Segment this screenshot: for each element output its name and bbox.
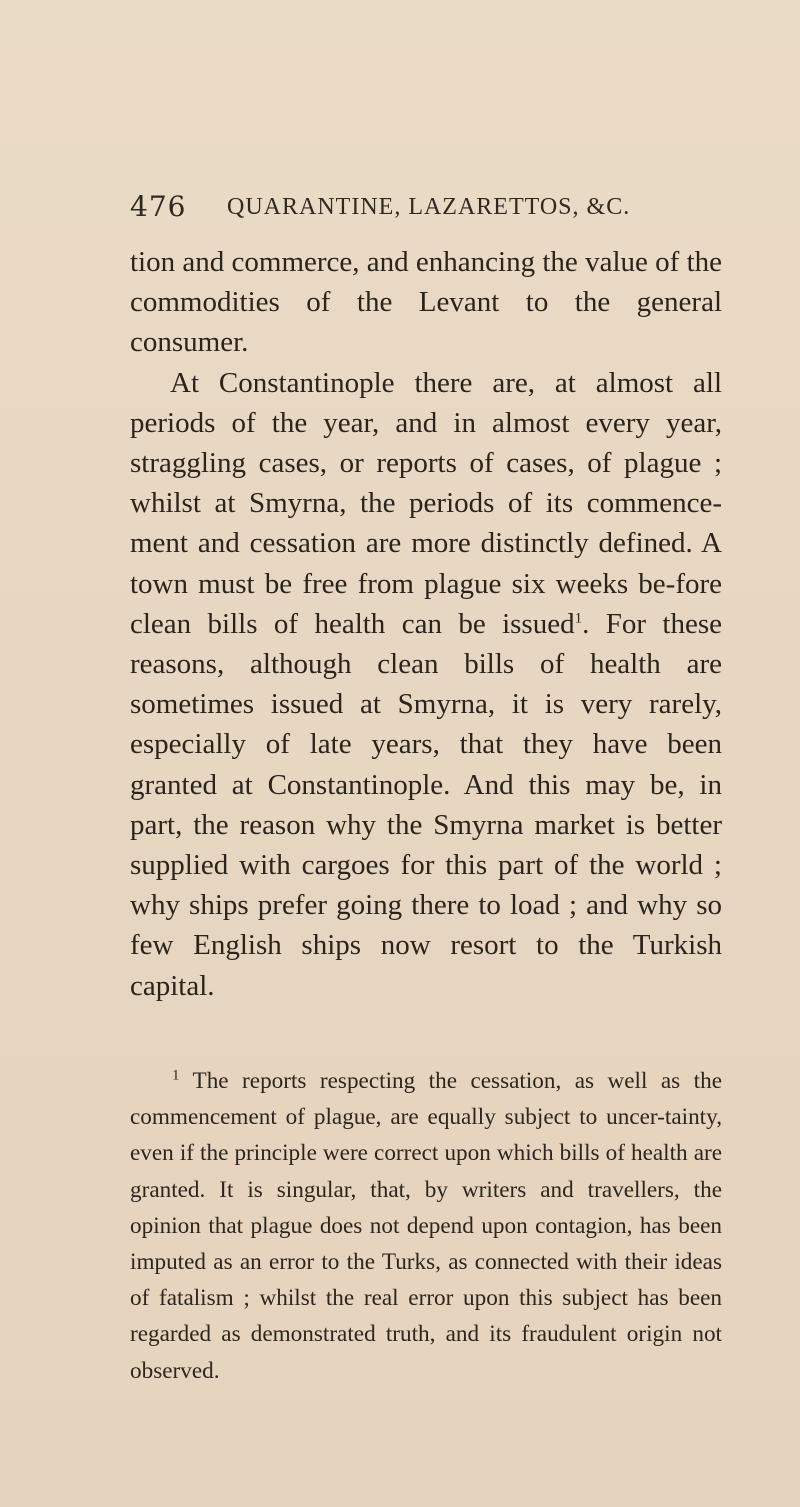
- footnote-reference: 1: [574, 610, 583, 627]
- paragraph-2-text-b: . For these reasons, although clean bills of health are sometimes issued at Smyrna, it is very rarely, especially of late years, that they have been granted at Constantinople. And this may be, in part, the reason why the Smyrna market is better supplied with cargoes for this part of the world ; why ships prefer going there to load ; and why so few English ships now resort to the Turkish capital.: [130, 607, 722, 1002]
- footnote-paragraph: [130, 1063, 722, 1389]
- footnote-marker: 1: [172, 1067, 180, 1084]
- paragraph-continued: [130, 242, 722, 363]
- footnote: [130, 1063, 722, 1389]
- page-header: [130, 190, 710, 230]
- body-text: [130, 242, 722, 1006]
- running-title: QUARANTINE, LAZARETTOS, &C.: [227, 194, 631, 220]
- paragraph-2-text-a: At Constantinople there are, at almost all periods of the year, and in almost every year, straggling cases, or reports of cases, of plague ; whilst at Smyrna, the periods of its commence-ment and cessation are more distinctly defined. A town must be free from plague six weeks be-fore clean bills of health can be issued: [130, 366, 722, 640]
- page-number: 476: [130, 190, 187, 223]
- paragraph-1-text: tion and commerce, and enhancing the value of the commodities of the Levant to the general consumer.: [130, 246, 722, 359]
- paragraph-main: [130, 363, 722, 1006]
- footnote-text: The reports respecting the cessation, as well as the commencement of plague, are equally subject to uncer-tainty, even if the principle were correct upon which bills of health are granted. It is singular, that, by writers and travellers, the opinion that plague does not depend upon contagion, has been imputed as an error to the Turks, as connected with their ideas of fatalism ; whilst the real error upon this subject has been regarded as demonstrated truth, and its fraudulent origin not observed.: [130, 1068, 722, 1384]
